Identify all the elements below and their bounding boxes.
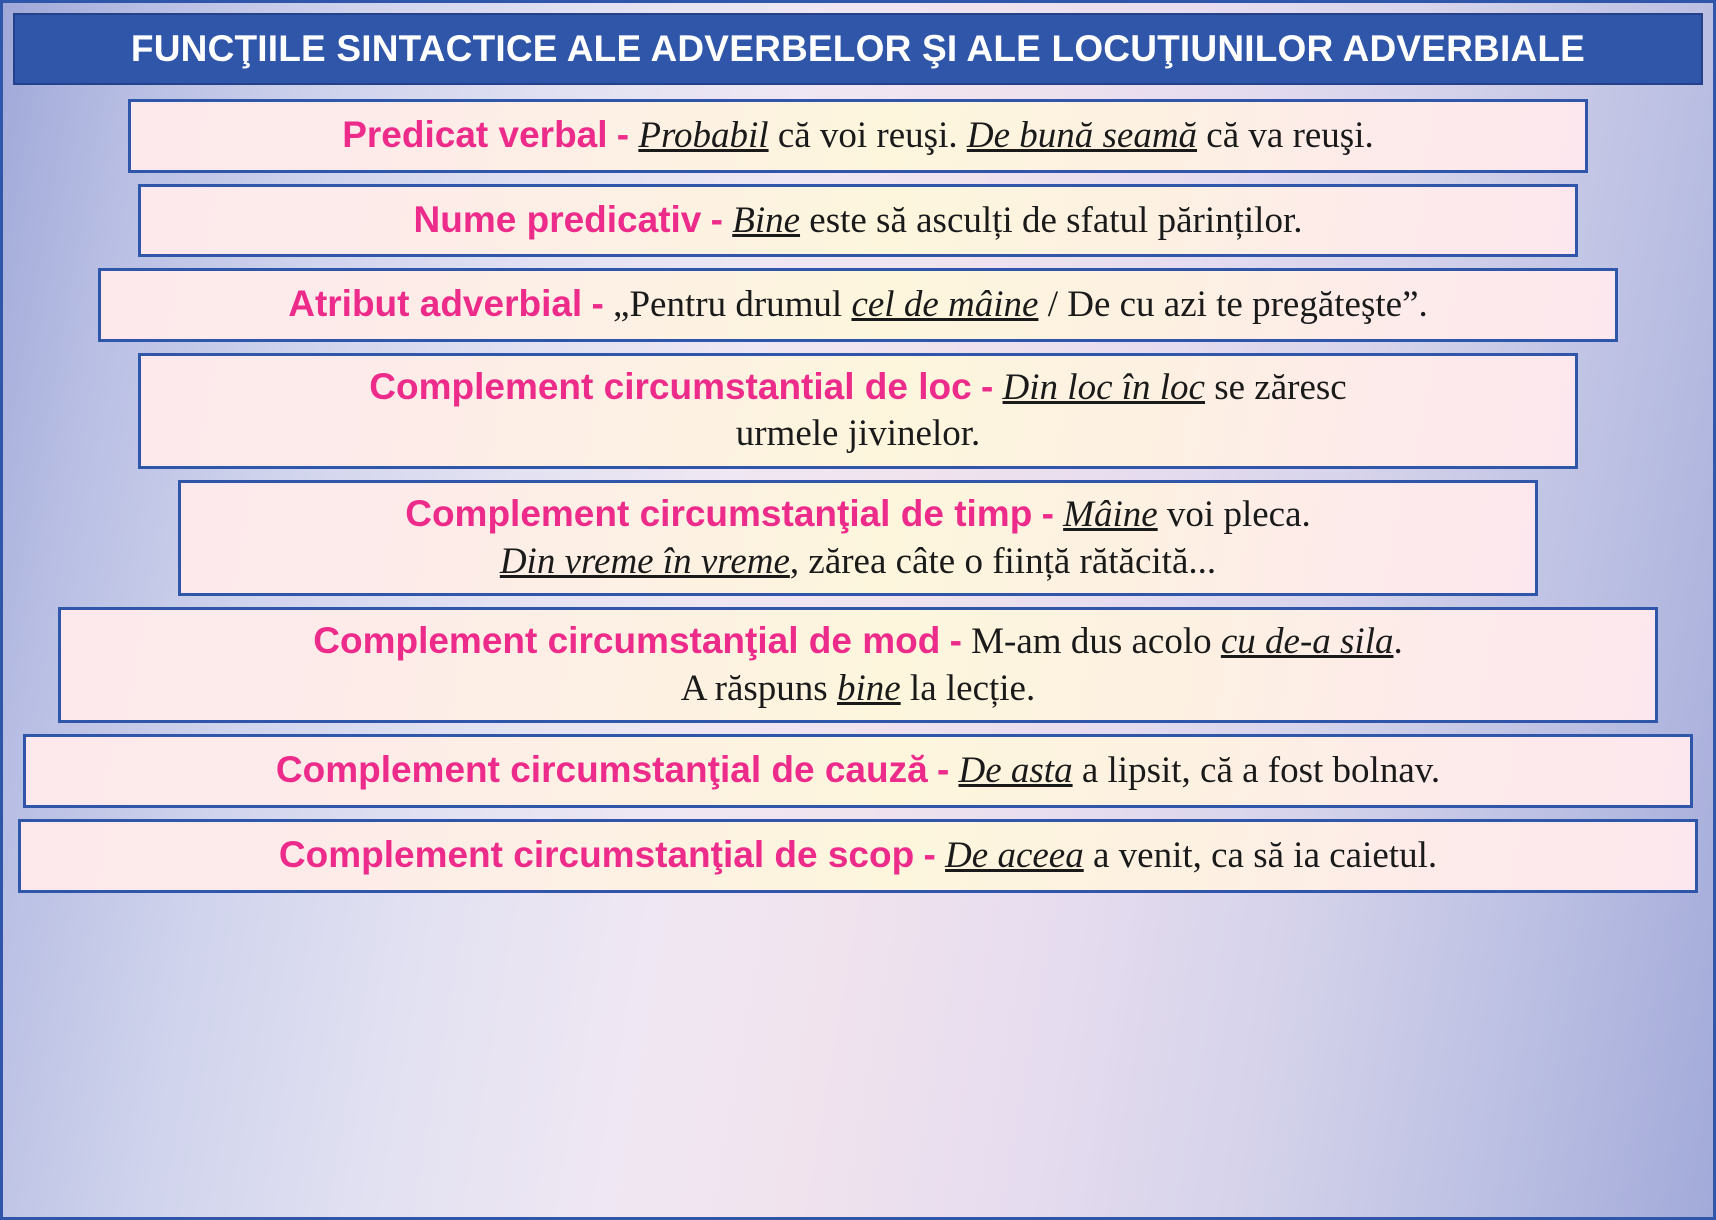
row-label: Atribut adverbial [288, 283, 583, 325]
row-content [342, 112, 1374, 160]
row-content [369, 364, 1346, 458]
example-fragment: Din loc în loc [1002, 366, 1205, 408]
example-fragment: se zăresc [1204, 366, 1347, 408]
row-label: Complement circumstanţial de scop [278, 834, 915, 876]
example-fragment: . [1393, 621, 1403, 663]
row-label: Nume predicativ [413, 198, 702, 240]
row-dash: - [980, 365, 994, 407]
example-fragment: urmele jivinelor. [735, 413, 981, 455]
page-title: FUNCŢIILE SINTACTICE ALE ADVERBELOR ŞI ALE LOCUŢIUNILOR ADVERBIALE [130, 28, 1586, 69]
row-label: Complement circumstantial de loc [369, 365, 972, 407]
example-fragment: bine [836, 667, 901, 709]
example-fragment: De bună seamă [966, 115, 1198, 156]
example-fragment: De asta [958, 750, 1073, 792]
row-content [313, 618, 1402, 712]
row-content [279, 832, 1437, 880]
row-label: Complement circumstanţial de cauză [275, 749, 928, 791]
example-fragment: De aceea [945, 835, 1084, 877]
function-rows [11, 99, 1705, 893]
example-fragment: Bine [732, 199, 801, 241]
example-fragment: / De cu azi te pregăteşte”. [1038, 284, 1428, 326]
row-complement-mod [58, 607, 1658, 723]
example-fragment: M-am dus acolo [971, 621, 1221, 663]
row-label: Complement circumstanţial de mod [313, 620, 941, 662]
row-dash: - [591, 283, 604, 325]
row-content [288, 281, 1428, 329]
example-fragment: cu de-a sila [1220, 621, 1394, 663]
example-fragment: că va reuşi. [1197, 115, 1374, 156]
row-dash: - [616, 114, 630, 155]
row-dash: - [936, 749, 950, 791]
example-fragment: , zărea câte o ființă rătăcită... [789, 540, 1217, 582]
row-atribut-adverbial [98, 268, 1618, 342]
row-dash: - [923, 834, 936, 876]
example-fragment: Din vreme în vreme [499, 540, 790, 582]
row-complement-scop [18, 819, 1698, 893]
row-content [276, 747, 1440, 795]
row-complement-cauza [23, 734, 1693, 808]
row-dash: - [1041, 493, 1054, 535]
row-complement-timp [178, 480, 1538, 596]
row-dash: - [710, 198, 723, 240]
example-fragment: „Pentru drumul [613, 284, 852, 326]
row-dash: - [949, 620, 962, 662]
example-fragment: A răspuns [680, 667, 837, 709]
example-fragment: Probabil [638, 115, 769, 156]
example-fragment: este să asculți de sfatul părinților. [800, 199, 1303, 241]
example-fragment: că voi reuşi. [768, 115, 967, 156]
row-nume-predicativ [138, 184, 1578, 258]
example-fragment: Mâine [1063, 494, 1158, 536]
row-label: Predicat verbal [342, 114, 608, 155]
row-content [414, 197, 1303, 245]
row-complement-loc [138, 353, 1578, 469]
row-label: Complement circumstanţial de timp [405, 493, 1033, 535]
example-fragment: cel de mâine [851, 284, 1039, 326]
example-fragment: a lipsit, că a fost bolnav. [1072, 750, 1441, 792]
row-content [405, 491, 1311, 585]
example-fragment: la lecție. [900, 667, 1036, 709]
example-fragment: a venit, ca să ia caietul. [1083, 835, 1438, 877]
poster-title-bar [13, 13, 1703, 85]
example-fragment: voi pleca. [1157, 494, 1311, 536]
row-predicat-verbal [128, 99, 1588, 173]
